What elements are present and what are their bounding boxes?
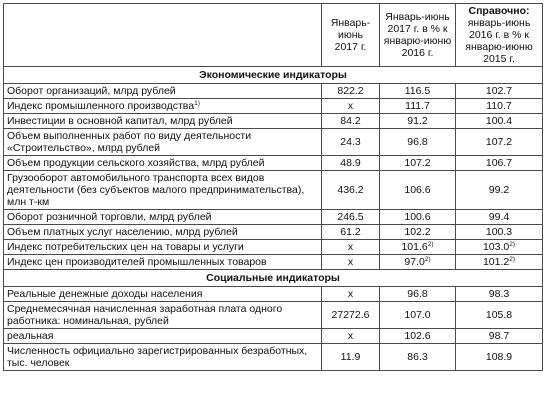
cell-reference-value-text: 99.4 bbox=[488, 211, 510, 223]
row-label-text: Объем платных услуг населению, млрд рублей bbox=[7, 226, 238, 238]
cell-pct-value bbox=[380, 302, 456, 329]
cell-period-value-text: 246.5 bbox=[337, 211, 364, 223]
cell-period-value bbox=[322, 225, 380, 240]
row-label bbox=[4, 171, 322, 210]
table-row bbox=[4, 240, 543, 255]
cell-reference-value bbox=[456, 129, 543, 156]
table-row bbox=[4, 255, 543, 270]
cell-pct-value-text: 96.8 bbox=[407, 136, 428, 148]
cell-reference-value-text: 106.7 bbox=[485, 157, 513, 169]
table-row bbox=[4, 329, 543, 344]
cell-pct-value bbox=[380, 129, 456, 156]
section-title: Социальные индикаторы bbox=[4, 270, 543, 287]
row-label-text: реальная bbox=[7, 330, 54, 342]
cell-reference-value-text: 108.9 bbox=[485, 351, 513, 363]
row-label bbox=[4, 210, 322, 225]
cell-reference-value bbox=[456, 344, 543, 371]
cell-period-value bbox=[322, 344, 380, 371]
cell-pct-value bbox=[380, 114, 456, 129]
row-label bbox=[4, 129, 322, 156]
cell-period-value-text: 84.2 bbox=[340, 115, 361, 127]
cell-pct-value bbox=[380, 287, 456, 302]
row-label bbox=[4, 302, 322, 329]
header-reference-title: Справочно: bbox=[468, 5, 530, 17]
indicators-table-container bbox=[3, 3, 543, 371]
cell-pct-value-text: 91.2 bbox=[407, 115, 428, 127]
cell-pct-value-text: 107.2 bbox=[404, 157, 431, 169]
cell-pct-value bbox=[380, 156, 456, 171]
cell-period-value bbox=[322, 210, 380, 225]
cell-period-value-text: 436.2 bbox=[337, 184, 364, 196]
cell-reference-value bbox=[456, 84, 543, 99]
cell-reference-value-text: 100.4 bbox=[485, 115, 513, 127]
header-period: Январь-июнь 2017 г. bbox=[322, 4, 380, 67]
row-label-text: Индекс цен производителей промышленных товаров bbox=[7, 256, 267, 268]
row-label bbox=[4, 156, 322, 171]
cell-period-value-text: 822.2 bbox=[337, 85, 364, 97]
cell-period-value-text: x bbox=[347, 288, 354, 300]
row-label-text: Инвестиции в основной капитал, млрд рублей bbox=[7, 115, 233, 127]
row-label-text: Грузооборот автомобильного транспорта всех видов деятельности (без субъектов малого предпринимательства), млн т-км bbox=[7, 172, 305, 208]
cell-pct-value bbox=[380, 255, 456, 270]
table-row bbox=[4, 156, 543, 171]
table-row bbox=[4, 99, 543, 114]
cell-pct-value bbox=[380, 99, 456, 114]
cell-period-value-text: 11.9 bbox=[340, 351, 361, 363]
table-row bbox=[4, 171, 543, 210]
section-title: Экономические индикаторы bbox=[4, 67, 543, 84]
cell-period-value bbox=[322, 84, 380, 99]
cell-reference-value-text: 107.2 bbox=[485, 136, 513, 148]
cell-pct-value-text: 111.7 bbox=[405, 100, 430, 112]
row-label bbox=[4, 255, 322, 270]
cell-period-value bbox=[322, 287, 380, 302]
cell-period-value bbox=[322, 255, 380, 270]
row-label-text: Среднемесячная начисленная заработная плата одного работника: номинальная, рублей bbox=[7, 303, 283, 327]
table-row bbox=[4, 210, 543, 225]
cell-period-value bbox=[322, 129, 380, 156]
row-label-text: Объем продукции сельского хозяйства, млрд рублей bbox=[7, 157, 265, 169]
footnote-marker: 1) bbox=[194, 100, 200, 107]
row-label bbox=[4, 114, 322, 129]
row-label-text: Объем выполненных работ по виду деятельности «Строительство», млрд рублей bbox=[7, 130, 252, 154]
row-label-text: Индекс потребительских цен на товары и услуги bbox=[7, 241, 244, 253]
cell-reference-value-text: 98.3 bbox=[488, 288, 510, 300]
cell-period-value bbox=[322, 114, 380, 129]
footnote-marker: 2) bbox=[424, 256, 431, 263]
cell-period-value-text: 24.3 bbox=[340, 136, 361, 148]
row-label-text: Численность официально зарегистрированных безработных, тыс. человек bbox=[7, 345, 308, 369]
cell-reference-value bbox=[456, 240, 543, 255]
table-body bbox=[4, 67, 543, 371]
cell-pct-value-text: 116.5 bbox=[404, 85, 431, 97]
row-label bbox=[4, 84, 322, 99]
row-label-text: Реальные денежные доходы населения bbox=[7, 288, 203, 300]
footnote-marker: 2) bbox=[427, 241, 434, 248]
cell-reference-value bbox=[456, 99, 543, 114]
cell-pct-value-text: 102.6 bbox=[404, 330, 431, 342]
table-row bbox=[4, 287, 543, 302]
cell-period-value-text: x bbox=[347, 330, 354, 342]
cell-pct-value bbox=[380, 84, 456, 99]
cell-period-value bbox=[322, 99, 380, 114]
cell-reference-value bbox=[456, 255, 543, 270]
cell-pct-value bbox=[380, 210, 456, 225]
cell-period-value bbox=[322, 156, 380, 171]
header-reference bbox=[456, 4, 543, 67]
table-row bbox=[4, 225, 543, 240]
row-label-text: Оборот розничной торговли, млрд рублей bbox=[7, 211, 212, 223]
cell-period-value bbox=[322, 240, 380, 255]
row-label bbox=[4, 99, 322, 114]
cell-pct-value-text: 102.2 bbox=[404, 226, 431, 238]
cell-reference-value-text: 99.2 bbox=[488, 184, 510, 196]
cell-reference-value bbox=[456, 302, 543, 329]
cell-reference-value-text: 100.3 bbox=[485, 226, 513, 238]
cell-reference-value bbox=[456, 171, 543, 210]
row-label bbox=[4, 287, 322, 302]
cell-reference-value-text: 98.7 bbox=[488, 330, 510, 342]
cell-reference-value bbox=[456, 287, 543, 302]
row-label-text: Индекс промышленного производства bbox=[7, 100, 195, 112]
section-header-row bbox=[4, 270, 543, 287]
table-row bbox=[4, 84, 543, 99]
cell-pct-value-text: 107.0 bbox=[404, 309, 431, 321]
footnote-marker: 2) bbox=[509, 256, 516, 263]
cell-pct-value-text: 101.6 bbox=[401, 241, 428, 253]
cell-pct-value bbox=[380, 329, 456, 344]
cell-pct-value bbox=[380, 171, 456, 210]
cell-period-value bbox=[322, 171, 380, 210]
cell-period-value-text: x bbox=[347, 100, 354, 112]
row-label bbox=[4, 344, 322, 371]
header-blank-cell bbox=[4, 4, 322, 67]
cell-reference-value bbox=[456, 225, 543, 240]
cell-pct-value-text: 100.6 bbox=[404, 211, 431, 223]
cell-reference-value-text: 103.0 bbox=[482, 241, 510, 253]
table-row bbox=[4, 129, 543, 156]
cell-reference-value-text: 105.8 bbox=[485, 309, 513, 321]
cell-reference-value bbox=[456, 210, 543, 225]
header-pct: Январь-июнь 2017 г. в % к январю-июню 2016 г. bbox=[380, 4, 456, 67]
cell-reference-value bbox=[456, 329, 543, 344]
cell-period-value bbox=[322, 302, 380, 329]
section-header-row bbox=[4, 67, 543, 84]
cell-reference-value-text: 101.2 bbox=[482, 256, 510, 268]
cell-reference-value-text: 110.7 bbox=[486, 100, 512, 112]
cell-reference-value bbox=[456, 156, 543, 171]
cell-period-value bbox=[322, 329, 380, 344]
header-reference-rest: январь-июнь 2016 г. в % к январю-июню 2015 г. bbox=[465, 17, 533, 65]
table-row bbox=[4, 344, 543, 371]
row-label bbox=[4, 240, 322, 255]
row-label bbox=[4, 225, 322, 240]
cell-period-value-text: 61.2 bbox=[340, 226, 361, 238]
cell-pct-value bbox=[380, 344, 456, 371]
table-header-row bbox=[4, 4, 543, 67]
cell-pct-value-text: 86.3 bbox=[407, 351, 428, 363]
cell-pct-value-text: 97.0 bbox=[404, 256, 425, 268]
cell-period-value-text: x bbox=[347, 241, 354, 253]
row-label bbox=[4, 329, 322, 344]
indicators-table bbox=[3, 3, 543, 371]
table-row bbox=[4, 302, 543, 329]
cell-period-value-text: 27272.6 bbox=[331, 309, 370, 321]
footnote-marker: 2) bbox=[509, 241, 516, 248]
table-row bbox=[4, 114, 543, 129]
cell-period-value-text: 48.9 bbox=[340, 157, 361, 169]
cell-reference-value-text: 102.7 bbox=[485, 85, 513, 97]
row-label-text: Оборот организаций, млрд рублей bbox=[7, 85, 176, 97]
cell-pct-value-text: 96.8 bbox=[407, 288, 428, 300]
cell-reference-value bbox=[456, 114, 543, 129]
cell-pct-value bbox=[380, 240, 456, 255]
cell-pct-value-text: 106.6 bbox=[404, 184, 431, 196]
cell-pct-value bbox=[380, 225, 456, 240]
cell-period-value-text: x bbox=[347, 256, 354, 268]
